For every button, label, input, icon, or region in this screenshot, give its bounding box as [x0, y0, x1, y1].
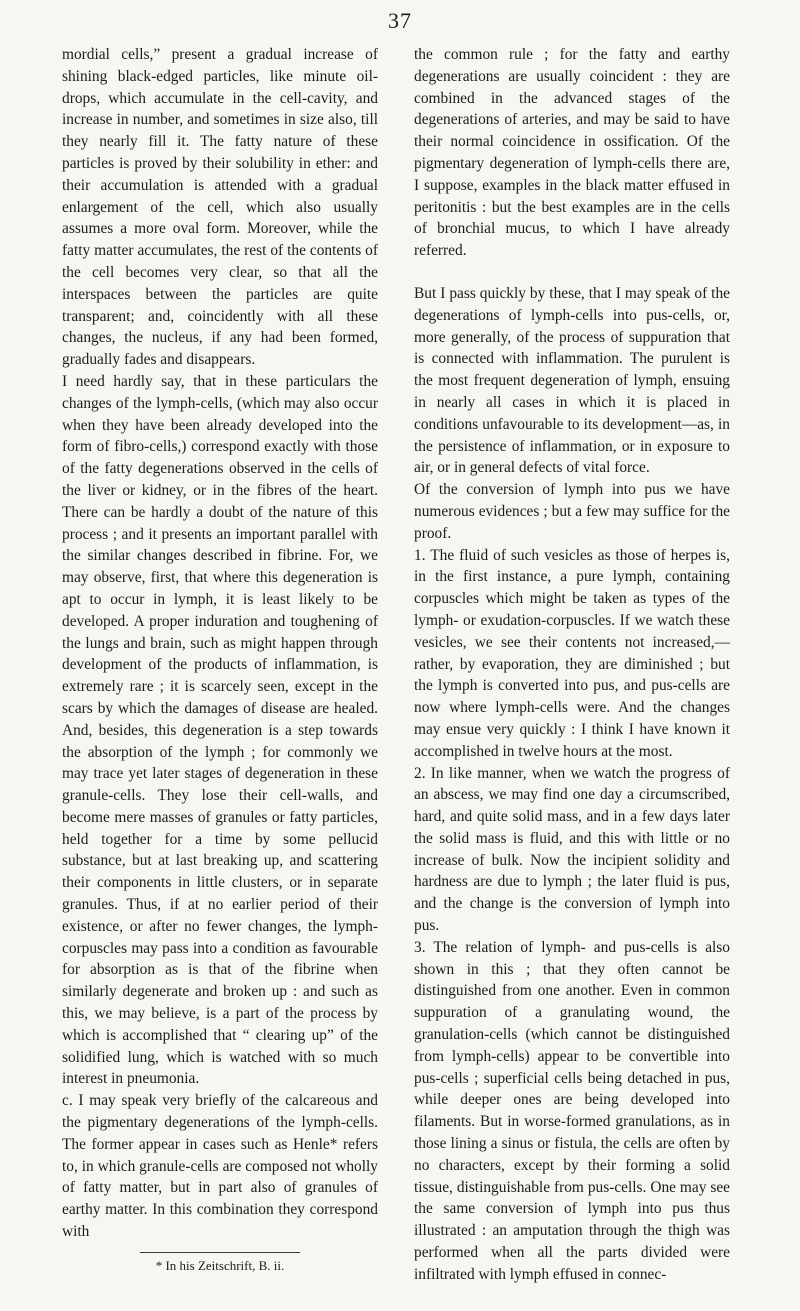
footnote-divider	[140, 1252, 300, 1253]
right-paragraph-6: 3. The relation of lymph- and pus-cells is also shown in this ; that they often cannot be distinguished from one another. Even in common suppuration of a granulating wound, the granulation-cells (which cannot be distinguished from lymph-cells) appear to be convertible into pus-cells ; superficial cells being detached in pus, while deeper ones are being developed into filaments. But in worse-formed granulations, as in those lining a sinus or fistula, the cells are often by no characters, except by their forming a solid tissue, distinguishable from pus-cells. One may see the same conversion of lymph into pus thus illustrated : an amputation through the thigh was performed when all the parts divided were infiltrated with lymph effused in connec-	[414, 938, 730, 1283]
right-column	[414, 44, 730, 1286]
left-paragraph-2: I need hardly say, that in these particulars the changes of the lymph-cells, (which may also occur when they have been already developed into the form of fibro-cells,) correspond exactly with those of the fatty degenerations observed in the cells of the liver or kidney, or in the fibres of the heart. There can be hardly a doubt of the nature of this process ; and it presents an important parallel with the similar changes described in fibrine. For, we may observe, first, that where this degeneration is apt to occur in lymph, it is least likely to be developed. A proper induration and toughening of the lungs and brain, such as might happen through development of the products of inflammation, is extremely rare ; it is scarcely seen, except in the scars by which the damages of disease are healed. And, besides, this degeneration is a step towards the absorption of the lymph ; for commonly we may trace yet later stages of degeneration in these granule-cells. They lose their cell-walls, and become mere masses of granules or fatty particles, held together for a time by some pellucid substance, but at last breaking up, and scattering their components in little clusters, or in separate granules. Thus, if at no earlier period of their existence, or after no fewer changes, the lymph-corpuscles may pass into a condition as favourable for absorption as is that of the fibrine when similarly degenerate and broken up : and such as this, we may believe, is a part of the process by which is accomplished that “ clearing up” of the solidified lung, which is watched with so much interest in pneumonia.	[62, 372, 378, 1088]
left-paragraph-3: c. I may speak very briefly of the calcareous and the pigmentary degenerations of the lymph-cells. The former appear in cases such as Henle* refers to, in which granule-cells are composed not wholly of fatty matter, but in part also of granules of earthy matter. In this combination they correspond with	[62, 1092, 378, 1241]
right-paragraph-5: 2. In like manner, when we watch the progress of an abscess, we may find one day a circumscribed, hard, and quite solid mass, and in a few days later the solid mass is fluid, and this with little or no increase of bulk. Now the incipient solidity and hardness are due to lymph ; the later fluid is pus, and the change is the conversion of lymph into pus.	[414, 764, 730, 935]
page-number: 37	[388, 8, 412, 33]
right-paragraph-1: the common rule ; for the fatty and earthy degenerations are usually coincident : they are combined in the advanced stages of the degenerations of arteries, and may be said to have their normal coincidence in ossification. Of the pigmentary degeneration of lymph-cells there are, I suppose, examples in the black matter effused in peritonitis : but the best examples are in the cells of bronchial mucus, to which I have already referred.	[414, 46, 730, 260]
right-paragraph-4: 1. The fluid of such vesicles as those of herpes is, in the first instance, a pure lymph, containing corpuscles which might be taken as types of the lymph- or exudation-corpuscles. If we watch these vesicles, we see their contents not increased,— rather, by evaporation, they are diminished ; but the lymph is converted into pus, and pus-cells are now where lymph-cells were. And the changes may ensue very quickly : I think I have known it accomplished in twelve hours at the most.	[414, 546, 730, 760]
footnote: * In his Zeitschrift, B. ii.	[155, 1257, 285, 1273]
left-column	[62, 44, 378, 1274]
right-paragraph-2: But I pass quickly by these, that I may speak of the degenerations of lymph-cells into pus-cells, or, more generally, of the process of suppuration that is connected with inflammation. The purulent is the most frequent degeneration of lymph, ensuing in nearly all cases in which it is placed in conditions unfavourable to its development—as, in the persistence of inflammation, or in exposure to air, or in general defects of vital force.	[414, 284, 730, 477]
left-paragraph-1: mordial cells,” present a gradual increase of shining black-edged particles, like minute oil-drops, which accumulate in the cell-cavity, and increase in number, and sometimes in size also, till they nearly fill it. The fatty nature of these particles is proved by their solubility in ether: and their accumulation is attended with a gradual enlargement of the cell, which also usually assumes a more oval form. Moreover, while the fatty matter accumulates, the rest of the contents of the cell becomes very clear, so that all the interspaces between the particles are quite transparent; and, coincidently with all these changes, the nucleus, if any had been formed, gradually fades and disappears.	[62, 46, 378, 369]
right-paragraph-3: Of the conversion of lymph into pus we have numerous evidences ; but a few may suffice for the proof.	[414, 481, 730, 542]
